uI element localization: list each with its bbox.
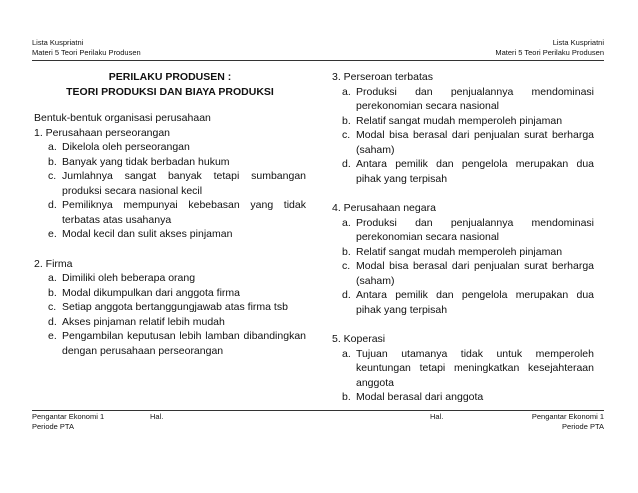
header-left — [32, 38, 141, 57]
right-column — [332, 70, 594, 405]
list-item: a. Produksi dan penjualannya mendominasi perekonomian secara nasional — [342, 85, 594, 112]
section-koperasi — [332, 332, 594, 405]
section-heading: 4. Perusahaan negara — [332, 202, 436, 214]
list-item: b. Relatif sangat mudah memperoleh pinjaman — [342, 245, 563, 258]
list-item: e. Modal kecil dan sulit akses pinjaman — [48, 228, 233, 240]
header-right — [495, 38, 604, 57]
footer-right-period: Periode PTA — [562, 421, 604, 431]
list-item: c. Jumlahnya sangat banyak tetapi sumbangan produksi secara nasional kecil — [48, 170, 306, 197]
list-item: b. Relatif sangat mudah memperoleh pinjaman — [342, 114, 563, 127]
list-item: b. Modal dikumpulkan dari anggota firma — [48, 286, 241, 299]
footer-right — [532, 412, 604, 431]
list-item: a. Dikelola oleh perseorangan — [48, 141, 190, 153]
section-heading: 1. Perusahaan perseorangan — [34, 126, 171, 139]
left-column — [34, 70, 306, 358]
title-line-2: TEORI PRODUKSI DAN BIAYA PRODUKSI — [66, 85, 274, 98]
section-firma — [34, 257, 306, 359]
list-item: b. Banyak yang tidak berbadan hukum — [48, 155, 230, 168]
list-item: c. Modal bisa berasal dari penjualan surat berharga (saham) — [342, 260, 594, 287]
list-item: a. Produksi dan penjualannya mendominasi perekonomian secara nasional — [342, 216, 594, 243]
list-item: d. Pemiliknya mempunyai kebebasan yang tidak terbatas atas usahanya — [48, 199, 306, 226]
list-item: c. Setiap anggota bertanggungjawab atas firma tsb — [48, 301, 288, 313]
header-left-author: Lista Kuspriatni — [32, 38, 84, 47]
list-item: c. Modal bisa berasal dari penjualan surat berharga (saham) — [342, 129, 594, 156]
footer-page-label-right: Hal. — [430, 412, 444, 421]
section-heading: 2. Firma — [34, 257, 73, 270]
header-right-author: Lista Kuspriatni — [552, 38, 604, 47]
footer-left-course: Pengantar Ekonomi 1 — [32, 412, 105, 421]
section-perusahaan-negara — [332, 201, 594, 317]
list-item: a. Dimiliki oleh beberapa orang — [48, 272, 196, 284]
list-item: d. Akses pinjaman relatif lebih mudah — [48, 315, 225, 328]
header-right-subject: Materi 5 Teori Perilaku Produsen — [495, 47, 604, 57]
footer-right-course: Pengantar Ekonomi 1 — [531, 412, 604, 421]
section-perorangan — [34, 126, 306, 242]
title-line-1: PERILAKU PRODUSEN : — [108, 71, 232, 83]
section-heading: 3. Perseroan terbatas — [332, 71, 433, 83]
section-perseroan-terbatas — [332, 70, 594, 186]
footer-page-label-left: Hal. — [150, 412, 164, 421]
list-item: b. Modal berasal dari anggota — [342, 391, 484, 403]
header-left-subject: Materi 5 Teori Perilaku Produsen — [32, 47, 141, 57]
intro-text: Bentuk-bentuk organisasi perusahaan — [34, 112, 211, 124]
list-item: d. Antara pemilik dan pengelola merupakan dua pihak yang terpisah — [342, 158, 594, 185]
footer-left — [32, 412, 104, 431]
section-heading: 5. Koperasi — [332, 333, 386, 345]
list-item: a. Tujuan utamanya tidak untuk memperoleh keuntungan tetapi meningkatkan kesejahteraan anggota — [342, 347, 594, 389]
page-footer — [32, 410, 604, 434]
page-header — [32, 38, 604, 61]
list-item: e. Pengambilan keputusan lebih lamban dibandingkan dengan perusahaan perseorangan — [48, 330, 306, 357]
document-title — [34, 70, 306, 99]
footer-left-period: Periode PTA — [32, 421, 74, 431]
list-item: d. Antara pemilik dan pengelola merupakan dua pihak yang terpisah — [342, 289, 594, 316]
